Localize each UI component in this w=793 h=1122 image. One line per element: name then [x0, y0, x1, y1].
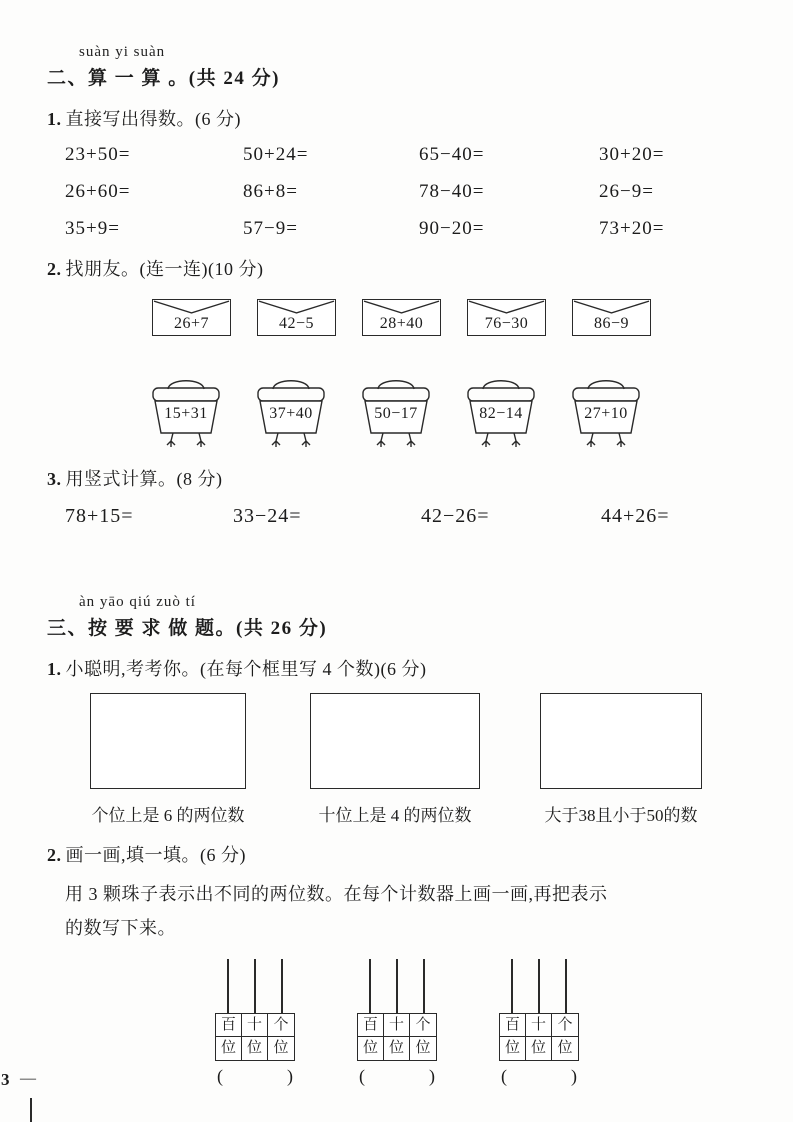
envelope-expression: 86−9: [593, 315, 630, 332]
answer-parentheses[interactable]: ( ): [501, 1066, 577, 1086]
answer-parentheses[interactable]: ( ): [359, 1066, 435, 1086]
page-number-dash: —: [20, 1070, 36, 1087]
place-label: 位: [557, 1040, 573, 1056]
section3-title: 三、按 要 求 做 题。(共 26 分): [47, 618, 328, 639]
math-problem: 57−9=: [243, 218, 298, 239]
basket-expression: 15+31: [164, 405, 208, 422]
section3-pinyin: àn yāo qiú zuò tí: [79, 594, 196, 610]
counter-rods: [357, 959, 437, 1013]
basket-card[interactable]: [142, 376, 230, 450]
math-problem: 50+24=: [243, 144, 309, 165]
answer-box[interactable]: [90, 693, 246, 789]
math-problem: 23+50=: [65, 144, 131, 165]
counter-device[interactable]: [357, 959, 437, 1087]
place-label: 个: [410, 1014, 436, 1037]
section2-pinyin: suàn yi suàn: [79, 44, 166, 60]
math-problem: 90−20=: [419, 218, 485, 239]
basket-card[interactable]: [247, 376, 335, 450]
math-problem: 30+20=: [599, 144, 665, 165]
basket-expression: 37+40: [269, 405, 313, 422]
basket-card[interactable]: [457, 376, 545, 450]
envelope-flap-icon: [153, 300, 230, 314]
math-problem: 33−24=: [233, 505, 302, 527]
answer-box-caption: 大于38且小于50的数: [544, 806, 698, 825]
basket-card[interactable]: [352, 376, 440, 450]
page-number: 3: [1, 1070, 10, 1089]
envelope-card[interactable]: [572, 299, 651, 336]
counter-row: [215, 959, 755, 1087]
basket-expression: 27+10: [584, 405, 628, 422]
envelope-card[interactable]: [257, 299, 336, 336]
vertical-calc-grid: [65, 505, 755, 528]
section2-q1-label: 1. 直接写出得数。(6 分): [47, 109, 241, 129]
envelope-flap-icon: [468, 300, 545, 314]
place-label: 个: [552, 1014, 578, 1037]
section2-q3-number: 3.: [47, 469, 62, 489]
place-label: 十: [384, 1014, 410, 1037]
mental-math-grid: [65, 144, 755, 240]
basket-expression: 82−14: [479, 405, 523, 422]
place-label: 位: [500, 1037, 526, 1060]
place-label: 位: [216, 1037, 242, 1060]
section2-title: 二、算 一 算 。(共 24 分): [47, 68, 280, 89]
answer-box[interactable]: [310, 693, 480, 789]
section3-q1-number: 1.: [47, 659, 62, 679]
place-label: 位: [526, 1037, 552, 1060]
section3-q1-label: 1. 小聪明,考考你。(在每个框里写 4 个数)(6 分): [47, 659, 427, 679]
envelope-card[interactable]: [362, 299, 441, 336]
basket-row: [142, 376, 755, 450]
section3-q2-number: 2.: [47, 845, 62, 865]
section2-q2-number: 2.: [47, 259, 62, 279]
envelope-expression: 26+7: [173, 315, 210, 332]
place-value-table: [215, 1013, 295, 1061]
answer-box[interactable]: [540, 693, 702, 789]
math-problem: 78−40=: [419, 181, 485, 202]
answer-box-caption: 个位上是 6 的两位数: [91, 806, 245, 825]
math-problem: 65−40=: [419, 144, 485, 165]
counter-device[interactable]: [215, 959, 295, 1087]
place-label: 位: [358, 1037, 384, 1060]
envelope-expression: 28+40: [379, 315, 424, 332]
envelope-flap-icon: [363, 300, 440, 314]
envelope-flap-icon: [573, 300, 650, 314]
section3-q2-label: 2. 画一画,填一填。(6 分): [47, 845, 246, 865]
math-problem: 44+26=: [601, 505, 670, 527]
section2-q3-label: 3. 用竖式计算。(8 分): [47, 469, 223, 489]
envelope-expression: 42−5: [278, 315, 315, 332]
place-value-table: [357, 1013, 437, 1061]
math-problem: 73+20=: [599, 218, 665, 239]
envelope-card[interactable]: [467, 299, 546, 336]
counter-rods: [215, 959, 295, 1013]
answer-box-caption: 十位上是 4 的两位数: [318, 806, 472, 825]
section2-q1-number: 1.: [47, 109, 62, 129]
math-problem: 35+9=: [65, 218, 120, 239]
place-label: 百: [500, 1014, 526, 1037]
place-label: 百: [216, 1014, 242, 1037]
answer-boxes-row: [90, 693, 755, 789]
basket-card[interactable]: [562, 376, 650, 450]
math-problem: 86+8=: [243, 181, 298, 202]
place-label: 位: [273, 1040, 289, 1056]
section2-q2-label: 2. 找朋友。(连一连)(10 分): [47, 259, 264, 279]
binding-mark: [30, 1098, 32, 1122]
counter-device[interactable]: [499, 959, 579, 1087]
math-problem: 26+60=: [65, 181, 131, 202]
question-instruction: 用 3 颗珠子表示出不同的两位数。在每个计数器上画一画,再把表示 的数写下来。: [65, 884, 608, 938]
answer-parentheses[interactable]: ( ): [217, 1066, 293, 1086]
envelope-card[interactable]: [152, 299, 231, 336]
place-label: 十: [526, 1014, 552, 1037]
place-label: 个: [268, 1014, 294, 1037]
envelope-expression: 76−30: [484, 315, 529, 332]
basket-expression: 50−17: [374, 405, 418, 422]
counter-rods: [499, 959, 579, 1013]
place-value-table: [499, 1013, 579, 1061]
place-label: 位: [415, 1040, 431, 1056]
math-problem: 42−26=: [421, 505, 490, 527]
math-problem: 78+15=: [65, 505, 134, 527]
place-label: 百: [358, 1014, 384, 1037]
place-label: 位: [384, 1037, 410, 1060]
envelope-flap-icon: [258, 300, 335, 314]
place-label: 十: [242, 1014, 268, 1037]
envelope-row: [152, 299, 755, 336]
answer-box-labels: [90, 801, 755, 826]
place-label: 位: [242, 1037, 268, 1060]
math-problem: 26−9=: [599, 181, 654, 202]
